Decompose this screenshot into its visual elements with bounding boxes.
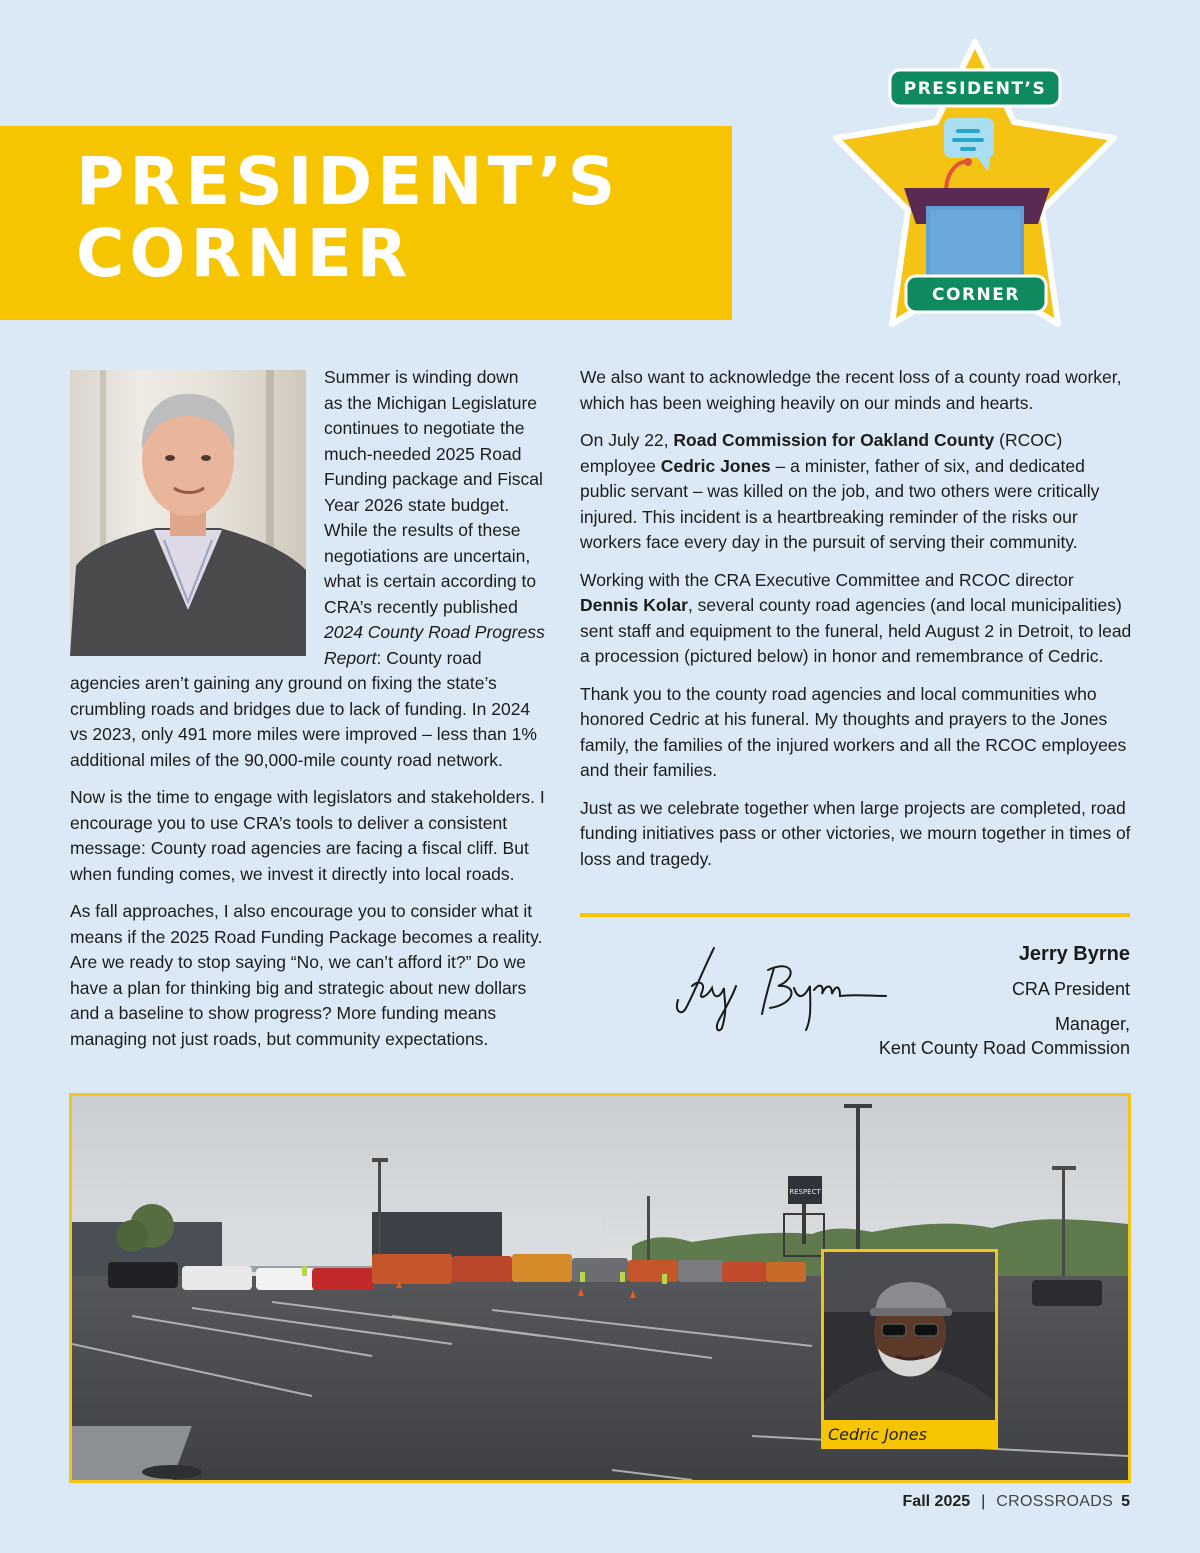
signoff-block	[879, 942, 1130, 1060]
paragraph: Now is the time to engage with legislators and stakeholders. I encourage you to use CRA’s tools to deliver a consistent message: County road agencies are facing a fiscal cliff. But when funding comes, we invest it directly into local roads.	[70, 787, 545, 884]
signature-divider	[580, 913, 1130, 917]
person-name-bold: Dennis Kolar	[580, 595, 688, 615]
paragraph: agencies aren’t gaining any ground on fixing the state’s crumbling roads and bridges due to lack of funding. In 2024 vs 2023, only 491 more miles were improved – less than 1% additional miles of the 90,000-mile county road network.	[70, 673, 537, 770]
intro-line: : County road	[376, 647, 482, 668]
paragraph: On July 22, Road Commission for Oakland County (RCOC) employee Cedric Jones – a minister, father of six, and dedicated public servant – was killed on the job, and two others were critically injured. This incident is a heartbreaking reminder of the risks our workers face every day in the pursuit of serving their community.	[580, 430, 1100, 552]
paragraph: We also want to acknowledge the recent loss of a county road worker, which has been weighing heavily on our minds and hearts.	[580, 367, 1122, 413]
badge-top-label: PRESIDENT’S	[903, 79, 1047, 99]
article-left-column	[70, 671, 546, 1064]
paragraph: Thank you to the county road agencies and local communities who honored Cedric at his funeral. My thoughts and prayers to the Jones family, the families of the injured workers and all the RCOC employees and their families.	[580, 683, 1127, 780]
inset-photo-caption: Cedric Jones	[821, 1420, 998, 1449]
signoff-organization: Kent County Road Commission	[878, 1038, 1130, 1058]
signoff-name: Jerry Byrne	[1018, 943, 1130, 965]
article-right-column	[580, 365, 1132, 884]
billboard-text: RESPECT	[789, 1188, 821, 1196]
intro-line: much-needed 2025 Road	[324, 443, 522, 464]
president-portrait	[70, 370, 306, 656]
presidents-corner-badge-icon	[818, 34, 1132, 334]
report-title-italic: 2024 County Road Progress	[324, 622, 545, 642]
signoff-role: CRA President	[1011, 979, 1130, 999]
intro-line: continues to negotiate the	[324, 418, 525, 438]
paragraph: Just as we celebrate together when large projects are completed, road funding initiatives pass or other victories, we mourn together in times of loss and tragedy.	[580, 797, 1131, 869]
magazine-name: CROSSROADS	[996, 1493, 1114, 1510]
page-footer	[903, 1493, 1130, 1511]
issue-season: Fall 2025	[902, 1493, 971, 1510]
page-title	[76, 143, 621, 292]
cedric-jones-inset-photo	[821, 1249, 998, 1449]
org-name-bold: Road Commission for Oakland County	[673, 430, 995, 450]
intro-line: negotiations are uncertain,	[324, 545, 531, 566]
signoff-title: Manager,	[1054, 1014, 1130, 1034]
handwritten-signature	[664, 938, 894, 1038]
intro-line: Year 2026 state budget.	[324, 494, 510, 515]
intro-line: Funding package and Fiscal	[324, 469, 543, 489]
footer-separator: |	[981, 1493, 986, 1510]
page-title-line2: CORNER	[76, 215, 413, 292]
intro-line: as the Michigan Legislature	[324, 392, 538, 413]
intro-line: what is certain according to	[324, 571, 537, 591]
article-intro	[324, 365, 546, 671]
report-title-italic: Report	[324, 647, 377, 668]
badge-bottom-label: CORNER	[932, 285, 1020, 305]
intro-line: CRA’s recently published	[324, 596, 518, 617]
page-title-line1: PRESIDENT’S	[76, 143, 621, 220]
page-number: 5	[1121, 1493, 1130, 1510]
paragraph: Working with the CRA Executive Committee and RCOC director Dennis Kolar, several county road agencies (and local municipalities) sent staff and equipment to the funeral, held August 2 in Detroit, to lead a procession (pictured below) in honor and remembrance of Cedric.	[580, 569, 1132, 666]
paragraph: As fall approaches, I also encourage you to consider what it means if the 2025 Road Funding Package becomes a reality. Are we ready to stop saying “No, we can’t afford it?” Do we have a plan for thinking big and strategic about new dollars and a baseline to show progress? More funding means managing not just roads, but community expectations.	[70, 901, 543, 1049]
intro-line: Summer is winding down	[324, 367, 519, 387]
person-name-bold: Cedric Jones	[660, 455, 771, 476]
intro-line: While the results of these	[324, 520, 521, 540]
